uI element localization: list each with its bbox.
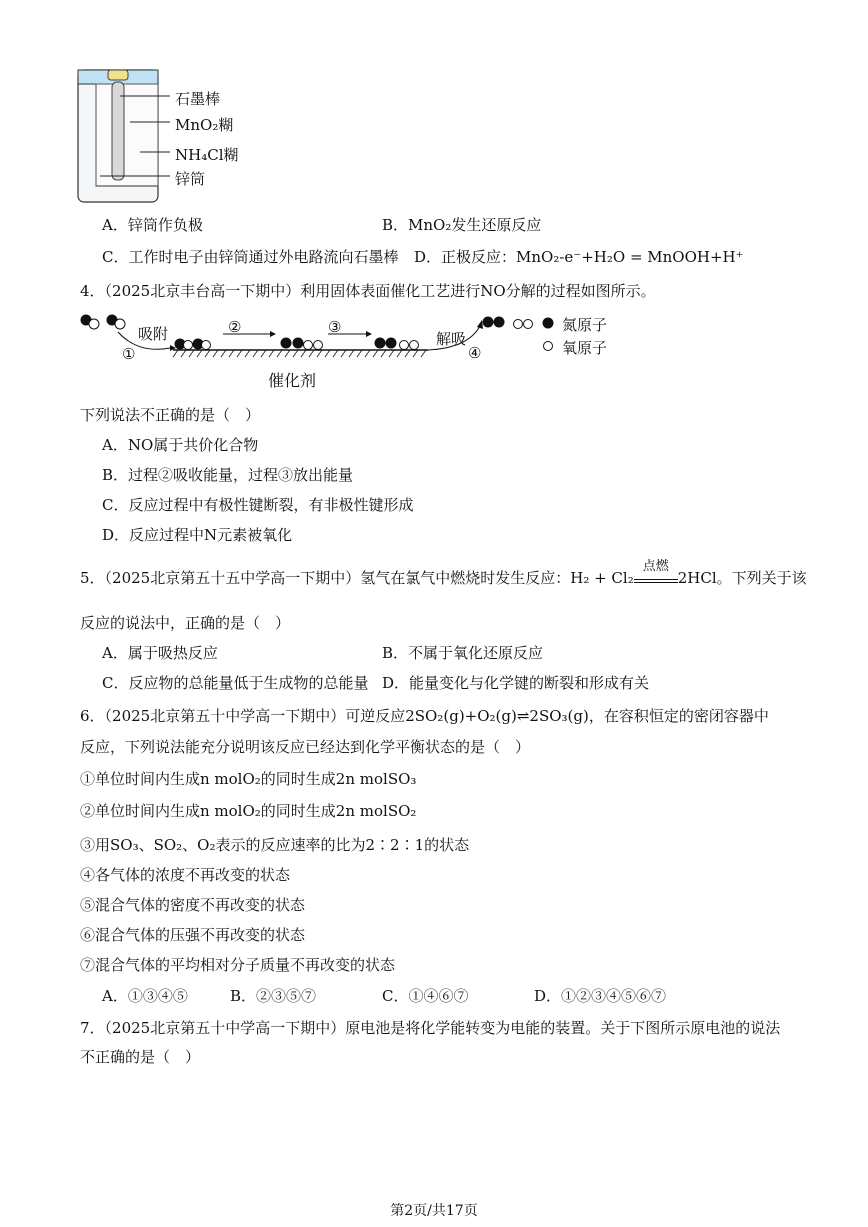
- q5-stem-line1: [80, 559, 807, 588]
- diagram-step-4: ④: [468, 344, 482, 362]
- q6-item-3: ③用SO₃、SO₂、O₂表示的反应速率的比为2∶2∶1的状态: [80, 836, 470, 854]
- diagram-desorb-label: 解吸: [436, 330, 467, 348]
- label-graphite-rod: 石墨棒: [175, 90, 221, 108]
- label-mno2-paste: MnO₂糊: [175, 116, 234, 134]
- q6-option-c[interactable]: C．①④⑥⑦: [382, 987, 469, 1005]
- q7-stem-line1: 7．（2025北京第五十中学高一下期中）原电池是将化学能转变为电能的装置。关于下图所示原电池的说法: [80, 1019, 781, 1037]
- q3-option-c[interactable]: C．工作时电子由锌筒通过外电路流向石墨棒: [102, 248, 399, 266]
- q6-stem-line2: 反应，下列说法能充分说明该反应已经达到化学平衡状态的是（ ）: [80, 738, 531, 756]
- q5-equation-rhs: 2HCl: [677, 569, 717, 587]
- q5-stem-line2: 反应的说法中，正确的是（ ）: [80, 614, 291, 632]
- q6-item-4: ④各气体的浓度不再改变的状态: [80, 866, 291, 884]
- diagram-adsorb-label: 吸附: [138, 325, 169, 343]
- q4-option-a[interactable]: A．NO属于共价化合物: [102, 436, 259, 454]
- no-decomposition-diagram: [78, 308, 638, 392]
- diagram-step-1: ①: [122, 345, 136, 363]
- q5-condition: 点燃: [642, 559, 669, 574]
- q6-item-2: ②单位时间内生成n molO₂的同时生成2n molSO₂: [80, 802, 417, 820]
- q4-stem: 4．（2025北京丰台高一下期中）利用固体表面催化工艺进行NO分解的过程如图所示。: [80, 282, 656, 300]
- q5-option-c[interactable]: C．反应物的总能量低于生成物的总能量: [102, 674, 369, 692]
- q5-option-d[interactable]: D．能量变化与化学键的断裂和形成有关: [382, 674, 650, 692]
- diagram-step-3: ③: [328, 318, 342, 336]
- q5-equation-arrow: [634, 559, 678, 583]
- q5-option-b[interactable]: B．不属于氧化还原反应: [382, 644, 544, 662]
- q6-stem-pre: 6．（2025北京第五十中学高一下期中）可逆反应: [80, 707, 406, 725]
- q4-option-b[interactable]: B．过程②吸收能量，过程③放出能量: [102, 466, 354, 484]
- q6-stem-line1: [80, 705, 769, 726]
- q6-stem-post: ，在容积恒定的密闭容器中: [588, 707, 769, 725]
- q6-item-6: ⑥混合气体的压强不再改变的状态: [80, 926, 306, 944]
- q4-question: 下列说法不正确的是（ ）: [80, 406, 261, 424]
- q5-option-a[interactable]: A．属于吸热反应: [102, 644, 218, 662]
- q4-option-d[interactable]: D．反应过程中N元素被氧化: [102, 526, 293, 544]
- q5-stem-pre: 5．（2025北京第五十五中学高一下期中）氢气在氯气中燃烧时发生反应：: [80, 569, 571, 587]
- diagram-catalyst-label: 催化剂: [268, 371, 317, 390]
- legend-oxygen: 氧原子: [562, 339, 608, 357]
- label-zinc-can: 锌筒: [175, 170, 206, 188]
- dry-cell-diagram: [70, 62, 270, 212]
- q5-stem-post: 。下列关于该: [716, 569, 807, 587]
- q7-stem-line2: 不正确的是（ ）: [80, 1048, 201, 1066]
- page-footer: 第2页/共17页: [390, 1203, 478, 1219]
- q6-option-a[interactable]: A．①③④⑤: [102, 987, 188, 1005]
- q6-item-5: ⑤混合气体的密度不再改变的状态: [80, 896, 306, 914]
- label-nh4cl-paste: NH₄Cl糊: [175, 146, 239, 164]
- q5-equation-lhs: H₂ + Cl₂: [570, 569, 634, 587]
- q6-option-d[interactable]: D．①②③④⑤⑥⑦: [534, 987, 667, 1005]
- q6-item-7: ⑦混合气体的平均相对分子质量不再改变的状态: [80, 956, 396, 974]
- q4-option-c[interactable]: C．反应过程中有极性键断裂，有非极性键形成: [102, 496, 414, 514]
- q6-item-1: ①单位时间内生成n molO₂的同时生成2n molSO₃: [80, 770, 417, 788]
- q6-option-b[interactable]: B．②③⑤⑦: [230, 987, 317, 1005]
- q3-option-a[interactable]: A．锌筒作负极: [102, 216, 203, 234]
- q3-option-d[interactable]: D．正极反应：MnO₂-e⁻+H₂O = MnOOH+H⁺: [414, 248, 744, 266]
- q6-equation: 2SO₂(g)+O₂(g)⇌2SO₃(g): [405, 707, 589, 725]
- q3-option-b[interactable]: B．MnO₂发生还原反应: [382, 216, 542, 234]
- legend-nitrogen: 氮原子: [562, 316, 608, 334]
- diagram-step-2: ②: [228, 318, 242, 336]
